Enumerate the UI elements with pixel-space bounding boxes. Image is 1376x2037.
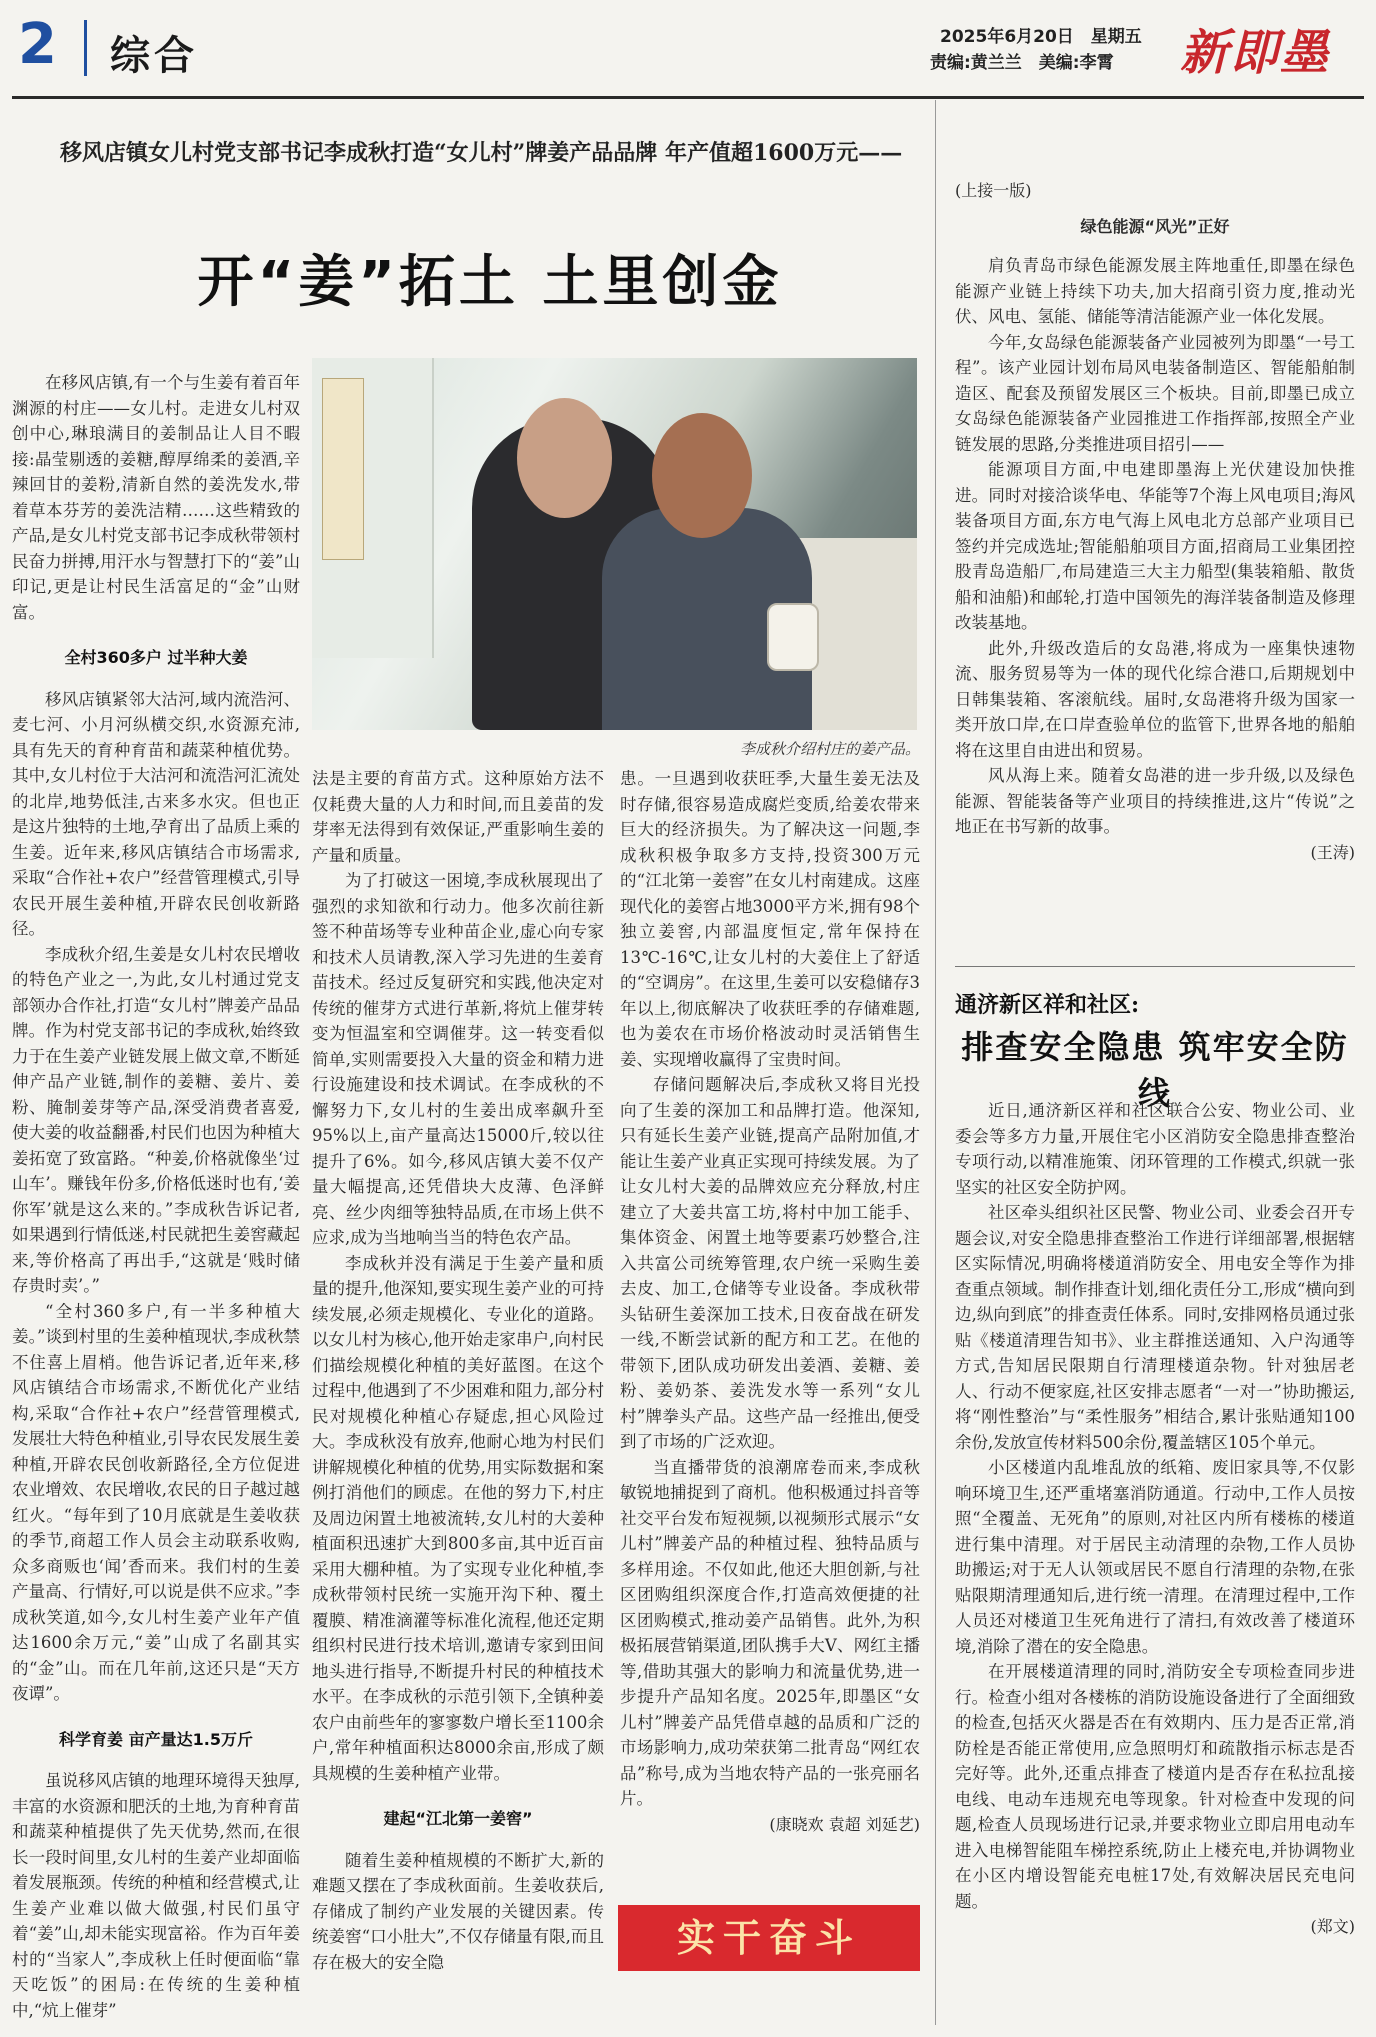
paragraph: 小区楼道内乱堆乱放的纸箱、废旧家具等,不仅影响环境卫生,还严重堵塞消防通道。行动中,工作人员按照“全覆盖、无死角”的原则,对社区内所有楼栋的楼道进行集中清理。对于居民主动清理的杂物,工作人员协助搬运;对于无人认领或居民不愿自行清理的杂物,在张贴限期清理通知后,进行统一清理。在清理过程中,工作人员还对楼道卫生死角进行了清扫,有效改善了楼道环境,消除了潜在的安全隐患。 xyxy=(955,1458,1355,1656)
article-kicker: 通济新区祥和社区: xyxy=(955,992,1140,1018)
paragraph: 风从海上来。随着女岛港的进一步升级,以及绿色能源、智能装备等产业项目的持续推进,这片“传说”之地正在书写新的故事。 xyxy=(955,766,1355,836)
editors-credit: 责编:黄兰兰 美编:李霄 xyxy=(930,53,1114,73)
issue-date: 2025年6月20日 星期五 xyxy=(940,27,1142,47)
main-column-1 xyxy=(12,370,300,2023)
header-divider xyxy=(84,20,87,76)
article-kicker: 移风店镇女儿村党支部书记李成秋打造“女儿村”牌姜产品品牌 年产值超1600万元—— xyxy=(60,140,903,166)
paragraph: 为了打破这一困境,李成秋展现出了强烈的求知欲和行动力。他多次前往新签不种苗场等专业种苗企业,虚心向专家和技术人员请教,深入学习先进的生姜育苗技术。经过反复研究和实践,他决定对传统的催芽方式进行革新,将炕上催芽转变为恒温室和空调催芽。这一转变看似简单,实则需要投入大量的资金和精力进行设施建设和技术调试。在李成秋的不懈努力下,女儿村的生姜出成率飙升至95%以上,亩产量高达15000斤,较以往提升了6%。如今,移风店镇大姜不仅产量大幅提高,还凭借块大皮薄、色泽鲜亮、丝少肉细等独特品质,在市场上供不应求,成为当地响当当的特色农产品。 xyxy=(312,871,604,1247)
paragraph: 今年,女岛绿色能源装备产业园被列为即墨“一号工程”。该产业园计划布局风电装备制造区、智能船舶制造区、配套及预留发展区三个板块。目前,即墨已成立女岛绿色能源装备产业园推进工作指挥部,按照全产业链发展的思路,分类推进项目招引—— xyxy=(955,332,1355,454)
photo-sign xyxy=(322,378,364,560)
paragraph: 肩负青岛市绿色能源发展主阵地重任,即墨在绿色能源产业链上持续下功夫,加大招商引资力度,推动光伏、风电、氢能、储能等清洁能源产业一体化发展。 xyxy=(955,256,1355,326)
article-author: (康晓欢 袁超 刘延艺) xyxy=(769,1814,920,1834)
main-column-3 xyxy=(620,766,920,1837)
paragraph: 能源项目方面,中电建即墨海上光伏建设加快推进。同时对接洽谈华电、华能等7个海上风电项目;海风装备项目方面,东方电气海上风电北方总部产业项目已签约并完成选址;智能船舶项目方面,招商局工业集团控股青岛造船厂,布局建造三大主力船型(集装箱船、散货船和油船)和邮轮,打造中国领先的海洋装备制造及修理改装基地。 xyxy=(955,460,1355,632)
header-rule xyxy=(12,96,1364,99)
article-author: (王涛) xyxy=(1310,842,1355,862)
photo-woman-head xyxy=(517,398,612,518)
main-column-2 xyxy=(312,766,604,1975)
newspaper-logo: 新即墨 xyxy=(1180,25,1331,81)
paragraph: 社区牵头组织社区民警、物业公司、业委会召开专题会议,对安全隐患排查整治工作进行详细部署,根据辖区实际情况,明确将楼道消防安全、用电安全等作为排查重点领域。制作排查计划,细化责任分工,形成“横向到边,纵向到底”的排查责任体系。同时,安排网格员通过张贴《楼道清理告知书》、业主群推送通知、入户沟通等方式,告知居民限期自行清理楼道杂物。针对独居老人、行动不便家庭,社区安排志愿者“一对一”协助搬运,将“刚性整治”与“柔性服务”相结合,累计张贴通知100余份,发放宣传材料500余份,覆盖辖区105个单元。 xyxy=(955,1203,1355,1452)
paragraph: 患。一旦遇到收获旺季,大量生姜无法及时存储,很容易造成腐烂变质,给姜农带来巨大的经济损失。为了解决这一问题,李成秋积极争取多方支持,投资300万元的“江北第一姜窖”在女儿村南建成。这座现代化的姜窖占地3000平方米,拥有98个独立姜窖,内部温度恒定,常年保持在13℃-16℃,让女儿村的大姜住上了舒适的“空调房”。在这里,生姜可以安稳储存3年以上,彻底解决了收获旺季的存储难题,也为姜农在市场价格波动时灵活销售生姜、实现增收赢得了宝贵时间。 xyxy=(620,769,920,1069)
paragraph: 移风店镇紧邻大沽河,域内流浩河、麦七河、小月河纵横交织,水资源充沛,具有先天的育种育苗和蔬菜种植优势。其中,女儿村位于大沽河和流浩河汇流处的北岸,地势低洼,古来多水灾。但也正是这片独特的土地,孕育出了品质上乘的生姜。近年来,移风店镇结合市场需求,采取“合作社+农户”经营管理模式,引导农民开展生姜种植,开辟农民创收新路径。 xyxy=(12,689,300,938)
column-divider xyxy=(935,100,936,2025)
photo-ginger-jar xyxy=(767,603,819,671)
paragraph: 在开展楼道清理的同时,消防安全专项检查同步进行。检查小组对各楼栋的消防设施设备进行了全面细致的检查,包括灭火器是否在有效期内、压力是否正常,消防栓是否能正常使用,应急照明灯和疏散指示标志是否完好等。此外,还重点排查了楼道内是否存在私拉乱接电线、电动车违规充电等现象。针对检查中发现的问题,检查人员现场进行记录,并要求物业立即启用电动车进入电梯智能阻车梯控系统,防止上楼充电,并协调物业在小区内增设智能充电桩17处,有效解决居民充电问题。 xyxy=(955,1662,1355,1911)
paragraph: 随着生姜种植规模的不断扩大,新的难题又摆在了李成秋面前。生姜收获后,存储成了制约产业发展的关键因素。传统姜窖“口小肚大”,不仅存储量有限,而且存在极大的安全隐 xyxy=(312,1850,604,1972)
article-author: (郑文) xyxy=(1310,1917,1355,1936)
subheading: 建起“江北第一姜窖” xyxy=(383,1809,533,1828)
paragraph: 存储问题解决后,李成秋又将目光投向了生姜的深加工和品牌打造。他深知,只有延长生姜产业链,提高产品附加值,才能让生姜产业真正实现可持续发展。为了让女儿村大姜的品牌效应充分释放,村庄建立了大姜共富工坊,将村中加工能手、集体资金、闲置土地等要素巧妙整合,注入共富公司统筹管理,农户统一采购生姜去皮、加工,仓储等专业设备。李成秋带头钻研生姜深加工技术,日夜奋战在研发一线,不断尝试新的配方和工艺。在他的带领下,团队成功研发出姜酒、姜糖、姜粉、姜奶茶、姜洗发水等一系列“女儿村”牌拳头产品。这些产品一经推出,便受到了市场的广泛欢迎。 xyxy=(620,1075,920,1451)
continued-note: (上接一版) xyxy=(955,181,1032,200)
right-article-safety xyxy=(955,1098,1355,1940)
section-rule xyxy=(955,966,1355,967)
page-number: 2 xyxy=(18,12,57,77)
photo-caption: 李成秋介绍村庄的姜产品。 xyxy=(739,740,920,758)
paragraph: 近日,通济新区祥和社区联合公安、物业公司、业委会等多方力量,开展住宅小区消防安全隐患排查整治专项行动,以精准施策、闭环管理的工作模式,织就一张坚实的社区安全防护网。 xyxy=(955,1101,1355,1197)
subheading: 绿色能源“风光”正好 xyxy=(1080,216,1230,236)
subheading: 全村360多户 过半种大姜 xyxy=(64,648,248,667)
paragraph: 此外,升级改造后的女岛港,将成为一座集快速物流、服务贸易等为一体的现代化综合港口,后期规划中日韩集装箱、客滚航线。届时,女岛港将升级为国家一类开放口岸,在口岸查验单位的监管下,世界各地的船舶将在这里自由进出和贸易。 xyxy=(955,638,1355,760)
paragraph: 李成秋并没有满足于生姜产量和质量的提升,他深知,要实现生姜产业的可持续发展,必须走规模化、专业化的道路。以女儿村为核心,他开始走家串户,向村民们描绘规模化种植的美好蓝图。在这个过程中,他遇到了不少困难和阻力,部分村民对规模化种植心存疑虑,担心风险过大。李成秋没有放弃,他耐心地为村民们讲解规模化种植的优势,用实际数据和案例打消他们的顾虑。在他的努力下,村庄及周边闲置土地被流转,女儿村的大姜种植面积迅速扩大到800多亩,其中近百亩采用大棚种植。为了实现专业化种植,李成秋带领村民统一实施开沟下种、覆土覆膜、精准滴灌等标准化流程,他还定期组织村民进行技术培训,邀请专家到田间地头进行指导,不断提升村民的种植技术水平。在李成秋的示范引领下,全镇种姜农户由前些年的寥寥数户增长至1100余户,常年种植面积达8000余亩,形成了颇具规模的生姜种植产业带。 xyxy=(312,1253,604,1783)
paragraph: 虽说移风店镇的地理环境得天独厚,丰富的水资源和肥沃的土地,为育种育苗和蔬菜种植提供了先天优势,然而,在很长一段时间里,女儿村的生姜产业却面临着发展瓶颈。传统的种植和经营模式,让生姜产业难以做大做强,村民们虽守着“姜”山,却未能实现富裕。作为百年姜村的“当家人”,李成秋上任时便面临“靠天吃饭”的困局:在传统的生姜种植中,“炕上催芽” xyxy=(12,1771,300,2020)
article-photo xyxy=(312,358,917,730)
article-headline: 排查安全隐患 筑牢安全防线 xyxy=(961,1028,1349,1112)
paragraph: 当直播带货的浪潮席卷而来,李成秋敏锐地捕捉到了商机。他积极通过抖音等社交平台发布短视频,以视频形式展示“女儿村”牌姜产品的种植过程、独特品质与多样用途。不仅如此,他还大胆创新,与社区团购组织深度合作,打造高效便捷的社区团购模式,推动姜产品销售。此外,为积极拓展营销渠道,团队携手大V、网红主播等,借助其强大的影响力和流量优势,进一步提升产品知名度。2025年,即墨区“女儿村”牌姜产品凭借卓越的品质和广泛的市场影响力,成功荣获第二批青岛“网红农品”称号,成为当地农特产品的一张亮丽名片。 xyxy=(620,1457,920,1808)
subheading: 科学育姜 亩产量达1.5万斤 xyxy=(59,1729,253,1749)
paragraph: “全村360多户,有一半多种植大姜。”谈到村里的生姜种植现状,李成秋禁不住喜上眉梢。他告诉记者,近年来,移风店镇结合市场需求,不断优化产业结构,采取“合作社+农户”经营管理模式,发展壮大特色种植业,引导农民发展生姜种植,开辟农民创收新路径,全方位促进农业增效、农民增收,农民的日子越过越红火。“每年到了10月底就是生姜收获的季节,商超工作人员会主动联系收购,众多商贩也‘闻’香而来。我们村的生姜产量高、行情好,可以说是供不应求。”李成秋笑道,如今,女儿村生姜产业年产值达1600余万元,“姜”山成了名副其实的“金”山。而在几年前,这还只是“天方夜谭”。 xyxy=(12,1301,300,1703)
paragraph: 在移风店镇,有一个与生姜有着百年渊源的村庄——女儿村。走进女儿村双创中心,琳琅满目的姜制品让人目不暇接:晶莹剔透的姜糖,醇厚绵柔的姜酒,辛辣回甘的姜粉,清新自然的姜洗发水,带着草本芬芳的姜洗洁精……这些精致的产品,是女儿村党支部书记李成秋带领村民奋力拼搏,用汗水与智慧打下的“姜”山印记,更是让村民生活富足的“金”山财富。 xyxy=(12,373,300,622)
photo-man-head xyxy=(652,413,752,538)
article-headline: 开“姜”拓土 土里创金 xyxy=(197,250,783,315)
section-title: 综合 xyxy=(110,33,198,79)
paragraph: 李成秋介绍,生姜是女儿村农民增收的特色产业之一,为此,女儿村通过党支部领办合作社,打造“女儿村”牌姜产品品牌。作为村党支部书记的李成秋,始终致力于在生姜产业链发展上做文章,不断延伸产品产业链,制作的姜糖、姜片、姜粉、腌制姜芽等产品,深受消费者喜爱,使大姜的收益翻番,村民们也因为种植大姜拓宽了致富路。“种姜,价格就像坐‘过山车’。赚钱年份多,价格低迷时也有,‘姜你军’就是这么来的。”李成秋告诉记者,如果遇到行情低迷,村民就把生姜窖藏起来,等价格高了再出手,“这就是‘贱时储存贵时卖’。” xyxy=(12,944,300,1295)
paragraph: 法是主要的育苗方式。这种原始方法不仅耗费大量的人力和时间,而且姜苗的发芽率无法得到有效保证,严重影响生姜的产量和质量。 xyxy=(312,769,604,865)
slogan-stamp: 实干奋斗 xyxy=(618,1905,920,1971)
right-article-energy xyxy=(955,178,1355,865)
